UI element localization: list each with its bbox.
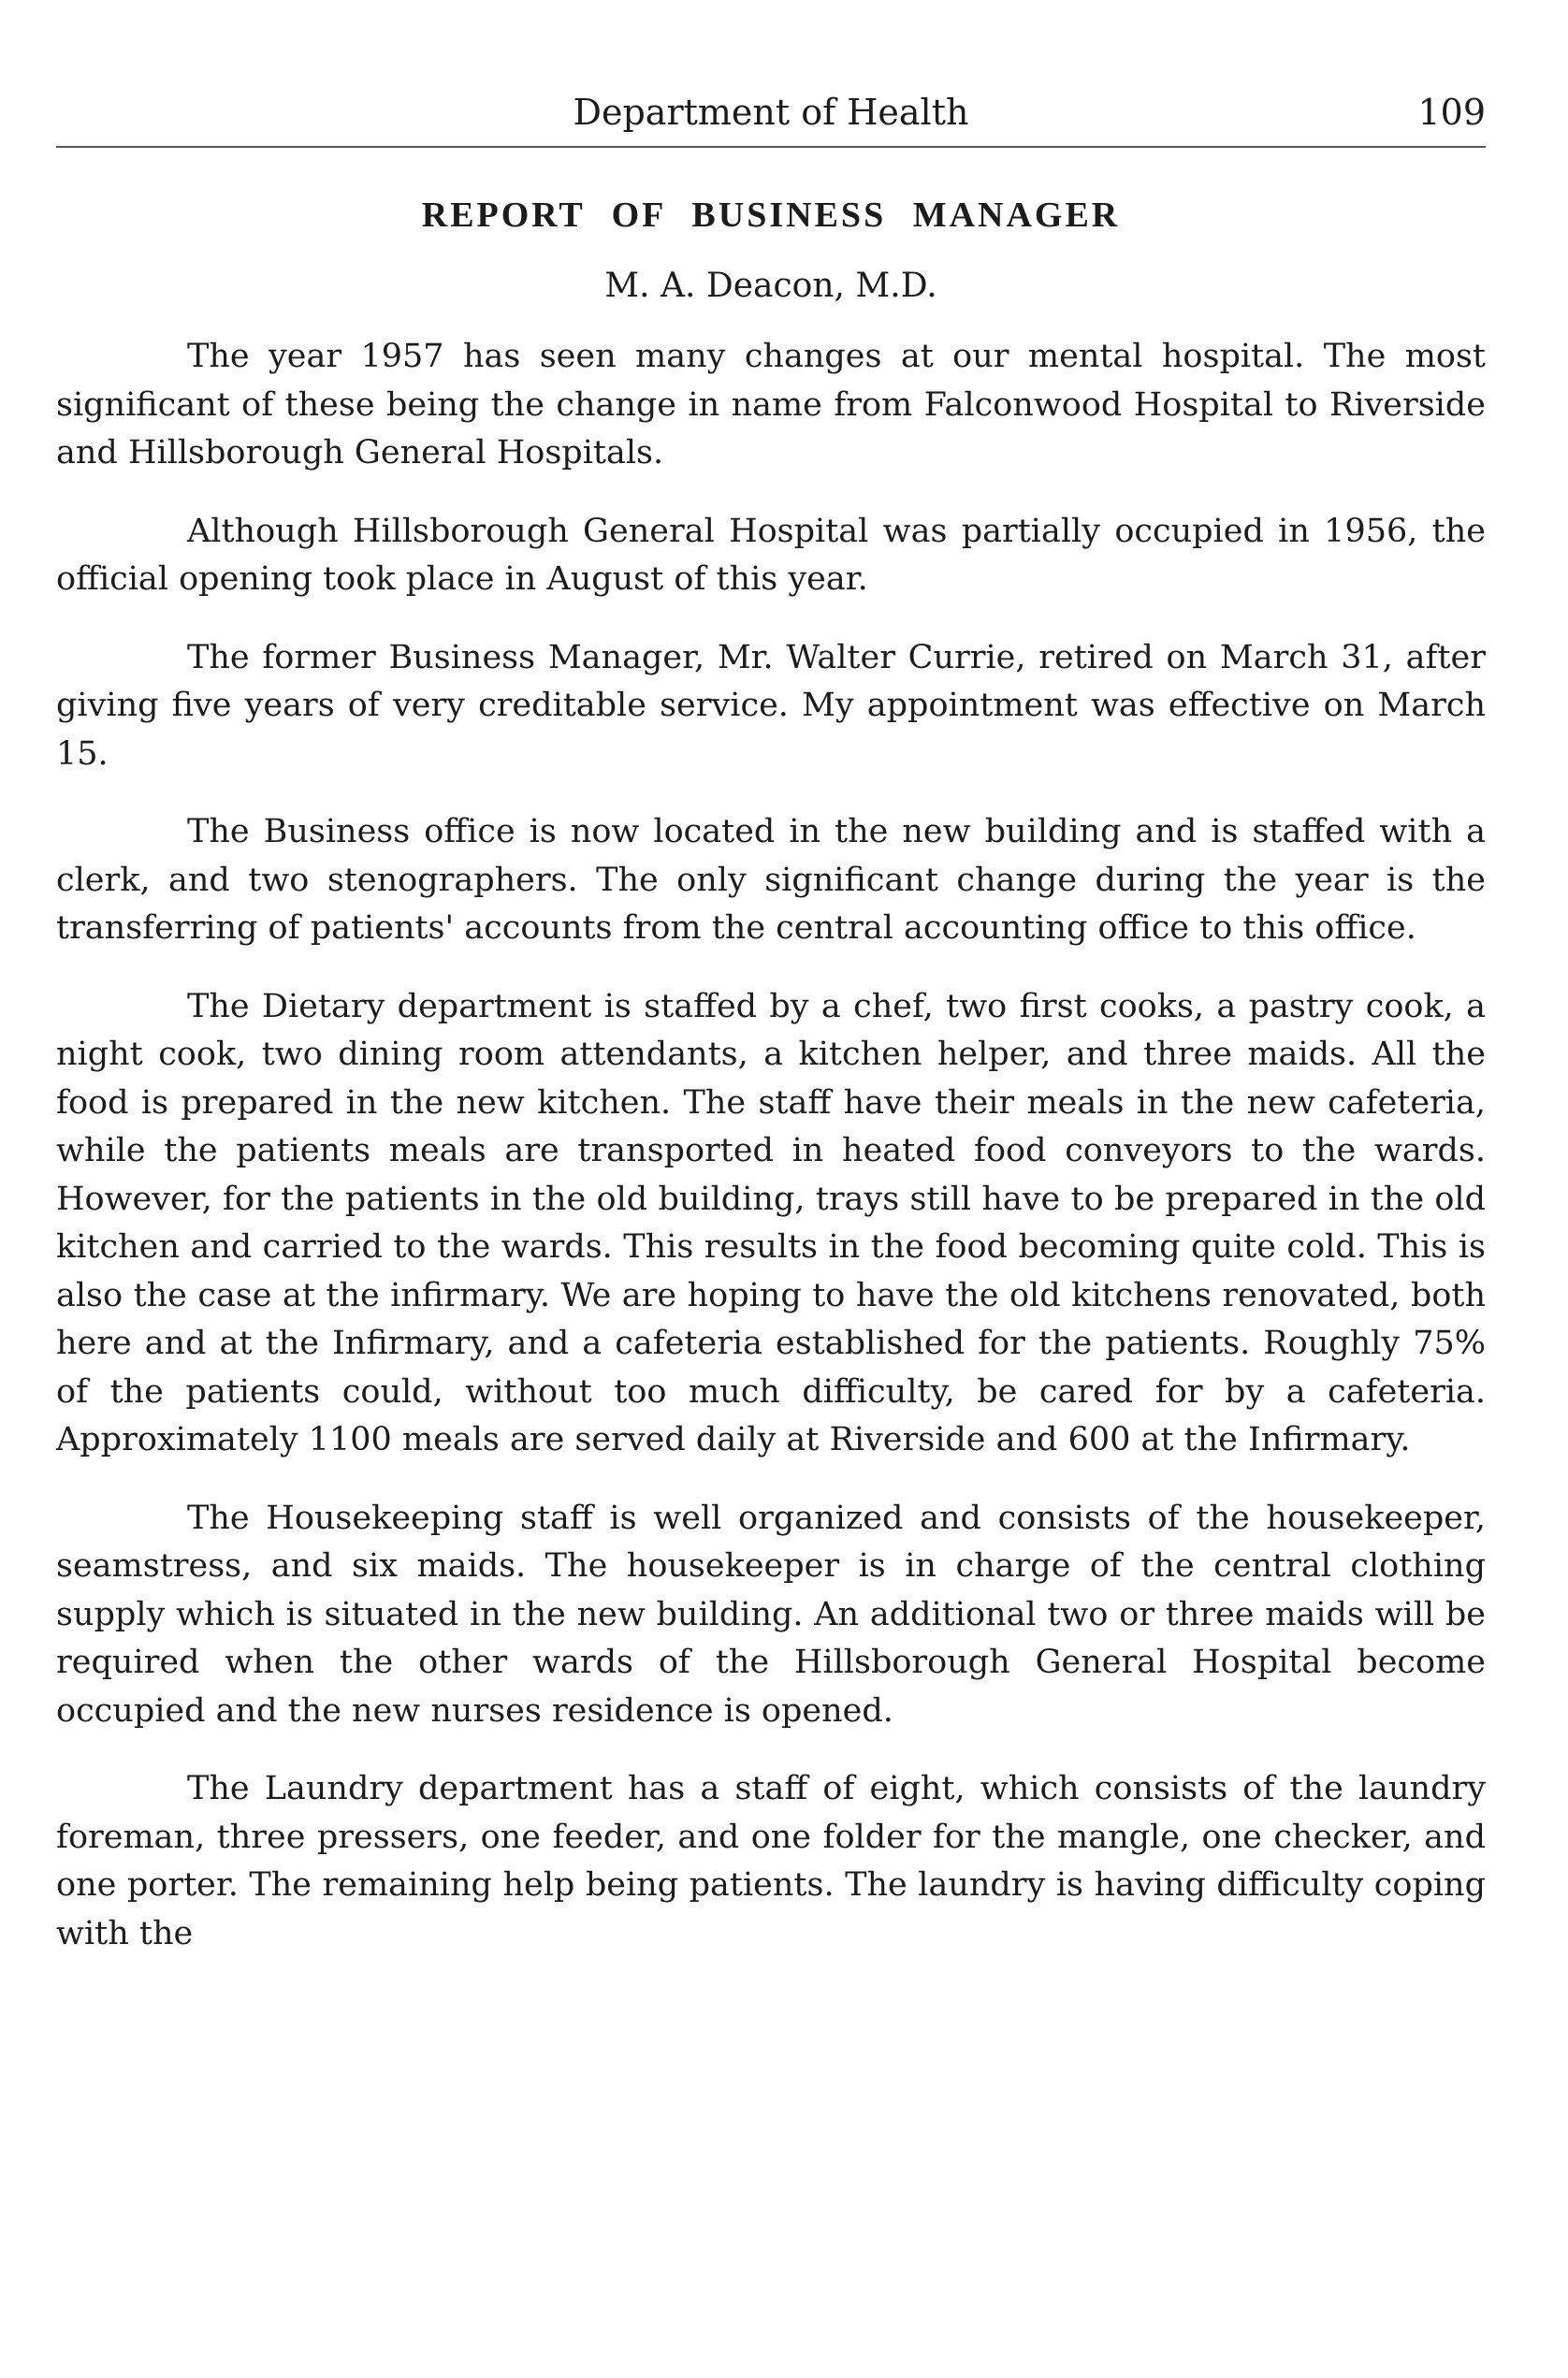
header-title: Department of Health xyxy=(573,92,969,133)
paragraph-business-office: The Business office is now located in the new building and is staffed with a clerk, and two stenographers. The only significant change during the year is the transferring of patients' accounts from the central accounting office to this office. xyxy=(56,813,1486,947)
running-header xyxy=(56,90,1486,146)
report-body xyxy=(56,333,1486,1988)
paragraph-business-manager: The former Business Manager, Mr. Walter Currie, retired on March 31, after giving five years of very creditable service. My appointment was effective on March 15. xyxy=(56,638,1486,773)
paragraph-dietary-department: The Dietary department is staffed by a chef, two first cooks, a pastry cook, a night cook, two dining room attendants, a kitchen helper, and three maids. All the food is prepared in the new kitchen. The staff have their meals in the new cafeteria, while the patients meals are transported in heated food conveyors to the wards. However, for the patients in the old building, trays still have to be prepared in the old kitchen and carried to the wards. This results in the food becoming quite cold. This is also the case at the infirmary. We are hoping to have the old kitchens renovated, both here and at the Infirmary, and a cafeteria established for the patients. Roughly 75% of the patients could, without too much difficulty, be cared for by a cafeteria. Approximately 1100 meals are served daily at Riverside and 600 at the Infirmary. xyxy=(56,987,1486,1458)
document-page xyxy=(56,0,1486,2378)
page-number: 109 xyxy=(1417,92,1486,133)
paragraph-name-change: The year 1957 has seen many changes at our mental hospital. The most significant of these being the change in name from Falconwood Hospital to Riverside and Hillsborough General Hospitals. xyxy=(56,338,1486,471)
header-divider xyxy=(56,146,1486,148)
report-author: M. A. Deacon, M.D. xyxy=(604,267,937,305)
paragraph-housekeeping: The Housekeeping staff is well organized and consists of the housekeeper, seamstress, and six maids. The housekeeper is in charge of the central clothing supply which is situated in the new building. An additional two or three maids will be required when the other wards of the Hillsborough General Hospital become occupied and the new nurses residence is opened. xyxy=(56,1499,1486,1730)
paragraph-laundry-department: The Laundry department has a staff of eight, which consists of the laundry foreman, three pressers, one feeder, and one folder for the mangle, one checker, and one porter. The remaining help being patients. The laundry is having difficulty coping with the xyxy=(56,1770,1486,1952)
report-title: REPORT OF BUSINESS MANAGER xyxy=(421,196,1121,235)
paragraph-official-opening: Although Hillsborough General Hospital was partially occupied in 1956, the official opening took place in August of this year. xyxy=(56,512,1486,598)
